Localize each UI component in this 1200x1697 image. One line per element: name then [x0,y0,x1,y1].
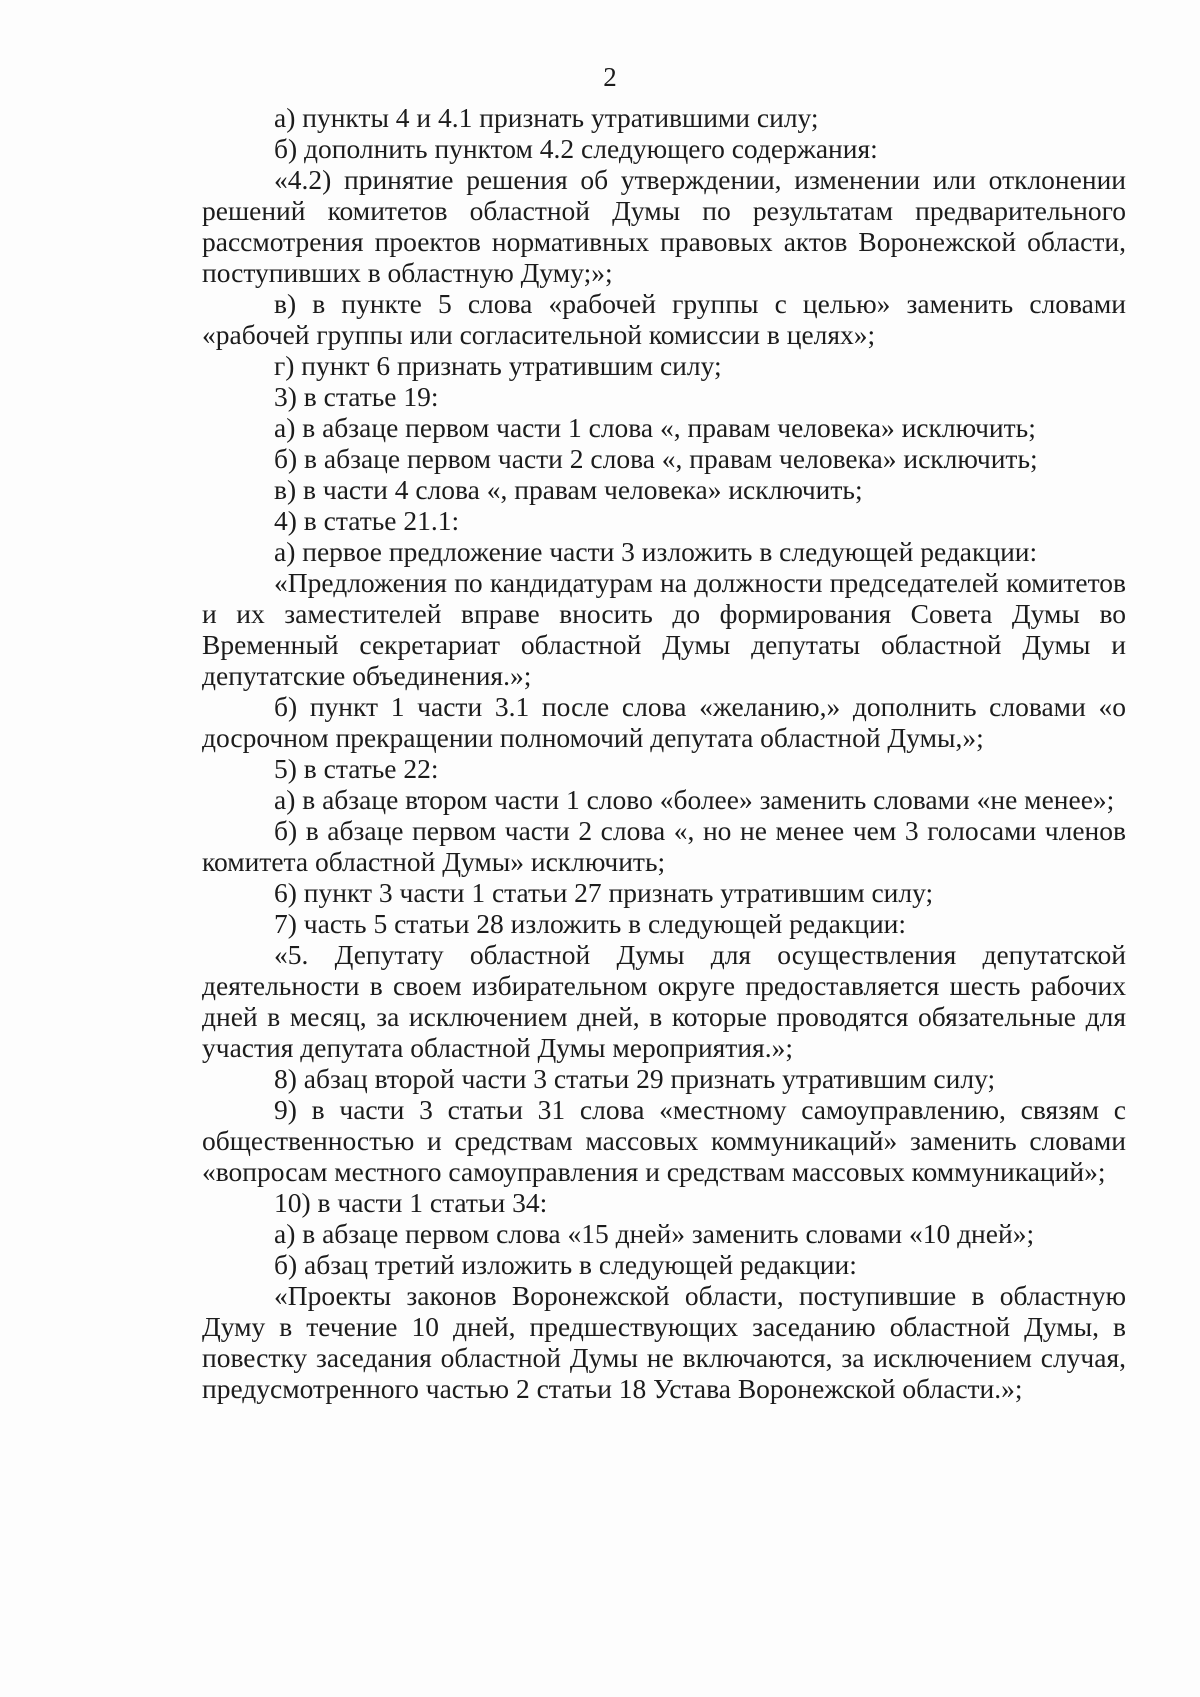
paragraph: «Проекты законов Воронежской области, поступившие в областную Думу в течение 10 дней, предшествующих заседанию областной Думы, в повестку заседания областной Думы не включаются, за исключением случая, предусмотренного частью 2 статьи 18 Устава Воронежской области.»; [202,1280,1126,1404]
paragraph: 8) абзац второй части 3 статьи 29 признать утратившим силу; [274,1063,996,1094]
document-body [202,102,1126,1404]
paragraph: 3) в статье 19: [274,381,439,412]
paragraph: «4.2) принятие решения об утверждении, изменении или отклонении решений комитетов областной Думы по результатам предварительного рассмотрения проектов нормативных правовых актов Воронежской области, поступивших в областную Думу;»; [202,164,1126,288]
page-number: 2 [603,62,617,92]
paragraph: 6) пункт 3 части 1 статьи 27 признать утратившим силу; [274,877,934,908]
paragraph: в) в пункте 5 слова «рабочей группы с целью» заменить словами «рабочей группы или согласительной комиссии в целях»; [202,288,1126,350]
paragraph: 4) в статье 21.1: [274,505,460,536]
paragraph: б) дополнить пунктом 4.2 следующего содержания: [274,133,878,164]
paragraph: «Предложения по кандидатурам на должности председателей комитетов и их заместителей вправе вносить до формирования Совета Думы во Временный секретариат областной Думы депутаты областной Думы и депутатские объединения.»; [202,567,1126,691]
paragraph: а) в абзаце первом слова «15 дней» заменить словами «10 дней»; [274,1218,1035,1249]
paragraph: 10) в части 1 статьи 34: [274,1187,548,1218]
paragraph: а) первое предложение части 3 изложить в следующей редакции: [274,536,1038,567]
paragraph: б) в абзаце первом части 2 слова «, но не менее чем 3 голосами членов комитета областной Думы» исключить; [202,815,1126,877]
paragraph: 9) в части 3 статьи 31 слова «местному самоуправлению, связям с общественностью и средствам массовых коммуникаций» заменить словами «вопросам местного самоуправления и средствам массовых коммуникаций»; [202,1094,1126,1187]
paragraph: 5) в статье 22: [274,753,439,784]
paragraph: 7) часть 5 статьи 28 изложить в следующей редакции: [274,908,907,939]
paragraph: б) пункт 1 части 3.1 после слова «желанию,» дополнить словами «о досрочном прекращении полномочий депутата областной Думы,»; [202,691,1126,753]
paragraph: «5. Депутату областной Думы для осуществления депутатской деятельности в своем избирательном округе предоставляется шесть рабочих дней в месяц, за исключением дней, в которые проводятся обязательные для участия депутата областной Думы мероприятия.»; [202,939,1126,1063]
paragraph: г) пункт 6 признать утратившим силу; [274,350,722,381]
paragraph: а) в абзаце первом части 1 слова «, правам человека» исключить; [274,412,1036,443]
paragraph: б) в абзаце первом части 2 слова «, правам человека» исключить; [274,443,1038,474]
paragraph: б) абзац третий изложить в следующей редакции: [274,1249,857,1280]
paragraph: а) в абзаце втором части 1 слово «более» заменить словами «не менее»; [274,784,1115,815]
paragraph: в) в части 4 слова «, правам человека» исключить; [274,474,863,505]
paragraph: а) пункты 4 и 4.1 признать утратившими силу; [274,102,819,133]
